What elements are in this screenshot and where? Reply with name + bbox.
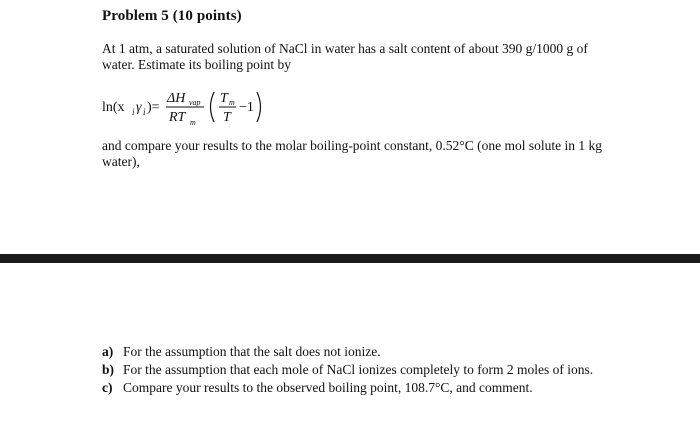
eq-lhs-gamma: γ — [136, 100, 142, 115]
eq-frac1-den: RT — [169, 110, 186, 125]
problem-intro: At 1 atm, a saturated solution of NaCl in water has a salt content of about 390 g/1000 g of water. Estimate its boiling point by — [102, 41, 588, 72]
eq-lhs-ln: ln(x — [102, 100, 125, 115]
eq-right-paren — [257, 92, 261, 122]
eq-frac1-den-sub: m — [190, 118, 196, 127]
eq-lhs-sub2: i — [143, 107, 146, 117]
problem-compare: and compare your results to the molar boiling-point constant, 0.52°C (one mol solute in 1 kg water), — [102, 138, 602, 169]
eq-frac1-num-sub: vap — [189, 98, 201, 107]
boiling-point-equation — [102, 84, 282, 128]
question-letter: b) — [102, 362, 115, 377]
list-item — [102, 344, 622, 359]
equation-graphic — [102, 84, 282, 128]
eq-equals: )= — [147, 100, 160, 115]
eq-frac1-num: ΔH — [167, 91, 186, 106]
eq-frac2-num-sub: m — [229, 98, 235, 107]
eq-minus-one: −1 — [239, 100, 254, 115]
question-list — [102, 344, 622, 398]
problem-title: Problem 5 (10 points) — [102, 8, 242, 24]
question-text: For the assumption that the salt does not ionize. — [123, 344, 381, 359]
list-item — [102, 362, 622, 377]
question-text: For the assumption that each mole of NaCl ionizes completely to form 2 moles of ions. — [123, 362, 594, 377]
eq-lhs-sub1: i — [132, 107, 135, 117]
eq-frac2-num: T — [220, 91, 228, 106]
eq-left-paren — [211, 92, 215, 122]
question-text: Compare your results to the observed boiling point, 108.7°C, and comment. — [123, 380, 533, 395]
question-letter: c) — [102, 380, 113, 395]
eq-frac2-den: T — [223, 110, 231, 125]
list-item — [102, 380, 622, 395]
section-divider — [0, 254, 700, 263]
question-letter: a) — [102, 344, 114, 359]
